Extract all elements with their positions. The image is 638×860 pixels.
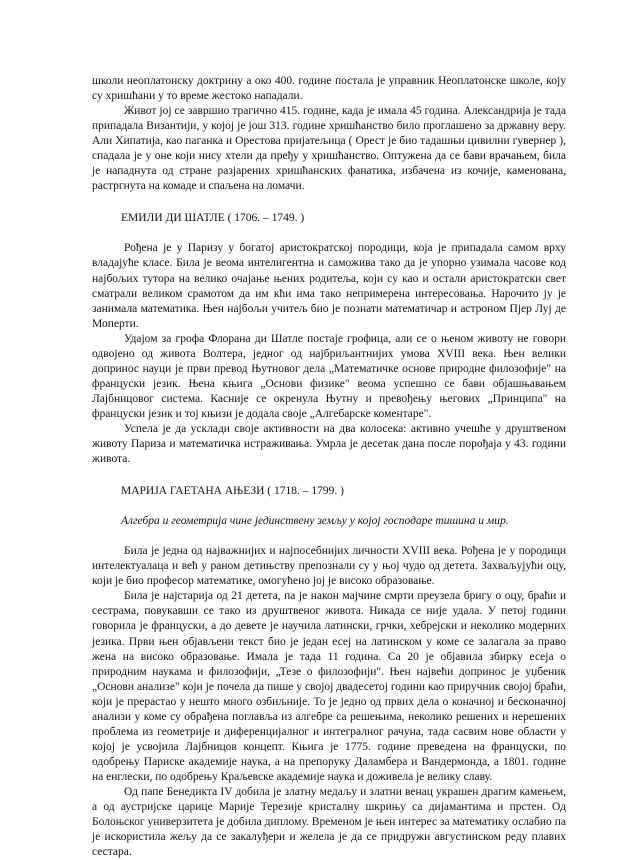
paragraph-chatelet-life: Успела је да усклади своје активности на два колосека: активно учешће у друштвеном животу Париза и математичка истраживања. Умрла је десетак дана после порођаја у 43. години живота. [92,422,566,466]
paragraph-chatelet-origin: Рођена је у Паризу у богатој аристократској породици, која је припадала самом врху владајуће класе. Била је веома интелигентна и саможивa тако да је упорно узимала часове код најбољих тутора на велико очајање њених родитеља, који су као и остали аристократски свет сматрали великом срамотом да им кћи има тако непримерена интересовања. Нарочито ју је занимала математика. Њен најбољи учитељ био је познати математичар и астроном Пјер Луј де Моперти. [92,242,566,330]
paragraph-hypatia-death: Живот јој се завршио трагично 415. године, када је имала 45 година. Александрија је тада припадала Византији, у којој је још 313. године хришћанство било проглашено за државну веру. Али Хипатија, као паганка и Орестова пријатељица ( Орест је био тадашњи цивилни гувернер ), спадала је у оне који нису хтели да пређу у хришћанство. Оптужена да се бави врачањем, била је нападнута од стране разјарених хришћанских фанатика, избачена из кочије, каменована, растргнута на комаде и спаљена на ломачи. [92,105,566,193]
paragraph-agnesi-work: Била је најстарија од 21 детета, па је након мајчине смрти преузела бригу о оцу, браћи и сестрама, повукавши се тако из друштвеног живота. Никада се није удала. У петој години говорила је француски, а до девете је научила латински, грчки, хебрејски и неколико модерних језика. Први њен објављени текст био је један есеј на латинском у коме се залагала за право жена на високо образовање. Имала је тада 11 година. Са 20 је објавила збирку есеја о природним наукама и филозофији, „Тезе о филозофији". Њен највећи допринос је уџбеник „Основи анализе" који је почела да пише у својој двадесетој години као приручник својој браћи, који је прерастао у нешто много озбиљније. То је једно од првих дела о коначној и бесконачној анализи у коме су обрађена поглавља из алгебре са решењима, неколико решених и нерешених проблема из геометрије и диференцијалног и интегралног рачуна, тада сасвим нове области у којој је усвојила Лајбницов концепт. Књига је 1775. године преведена на француски, по одобрењу Париске академије наука, а на препоруку Даламбера и Вандермонда, а 1801. године на енглески, по одобрењу Краљевске академије наука и доживела је велику славу. [92,590,566,783]
quote-agnesi: Алгебра и геометрија чине јединствену земљу у којој господаре тишина и мир. [121,515,509,528]
paragraph-agnesi-origin: Била је једна од најважнијих и најпосебнијих личности XVIII века. Рођена је у породици интелектуалаца и већ у раном детињству препознали су у њој чудо од детета. Захваљујући оцу, који је био професор математике, омогућено јој је високо образовање. [92,545,566,588]
paragraph-chatelet-work: Удајом за грофа Флорана ди Шатле постаје грофица, али се о њеном животу не говори одвојено од живота Волтера, једног од најбриљантнијих умова XVIII века. Њен велики допринос науци је први превод Њутновог дела „Математичке основе природне филозофије" на француски језик. Њена књига „Основи физике" веома успешно се бави објашњавањем Лајбницовог система. Касније се окренула Њутну и превођењу његових „Принципа" на француски језик и тој књизи је додала своје „Алгебарске коментаре". [92,332,566,420]
paragraph-agnesi-honors: Од папе Бенедикта IV добила је златну медаљу и златни венац украшен драгим камењем, а од аустријске царице Марије Терезије кристалну шкрињу са дијамантима и прстен. Од Болоњског универзитета је добила диплому. Временом је њен интерес за математику ослабио па је искористила жељу да се закалуђери и желела је да се придружи августинском реду плавих сестара. [92,785,566,859]
paragraph-hypatia-school: школи неоплатонску доктрину а око 400. године постала је управник Неоплатонске школе, коју су хришћани у то време жестоко нападали. [92,75,566,103]
heading-emilie-du-chatelet: ЕМИЛИ ДИ ШАТЛЕ ( 1706. – 1749. ) [121,212,305,225]
heading-maria-gaetana-agnesi: МАРИЈА ГАЕТАНА АЊЕЗИ ( 1718. – 1799. ) [121,485,344,498]
